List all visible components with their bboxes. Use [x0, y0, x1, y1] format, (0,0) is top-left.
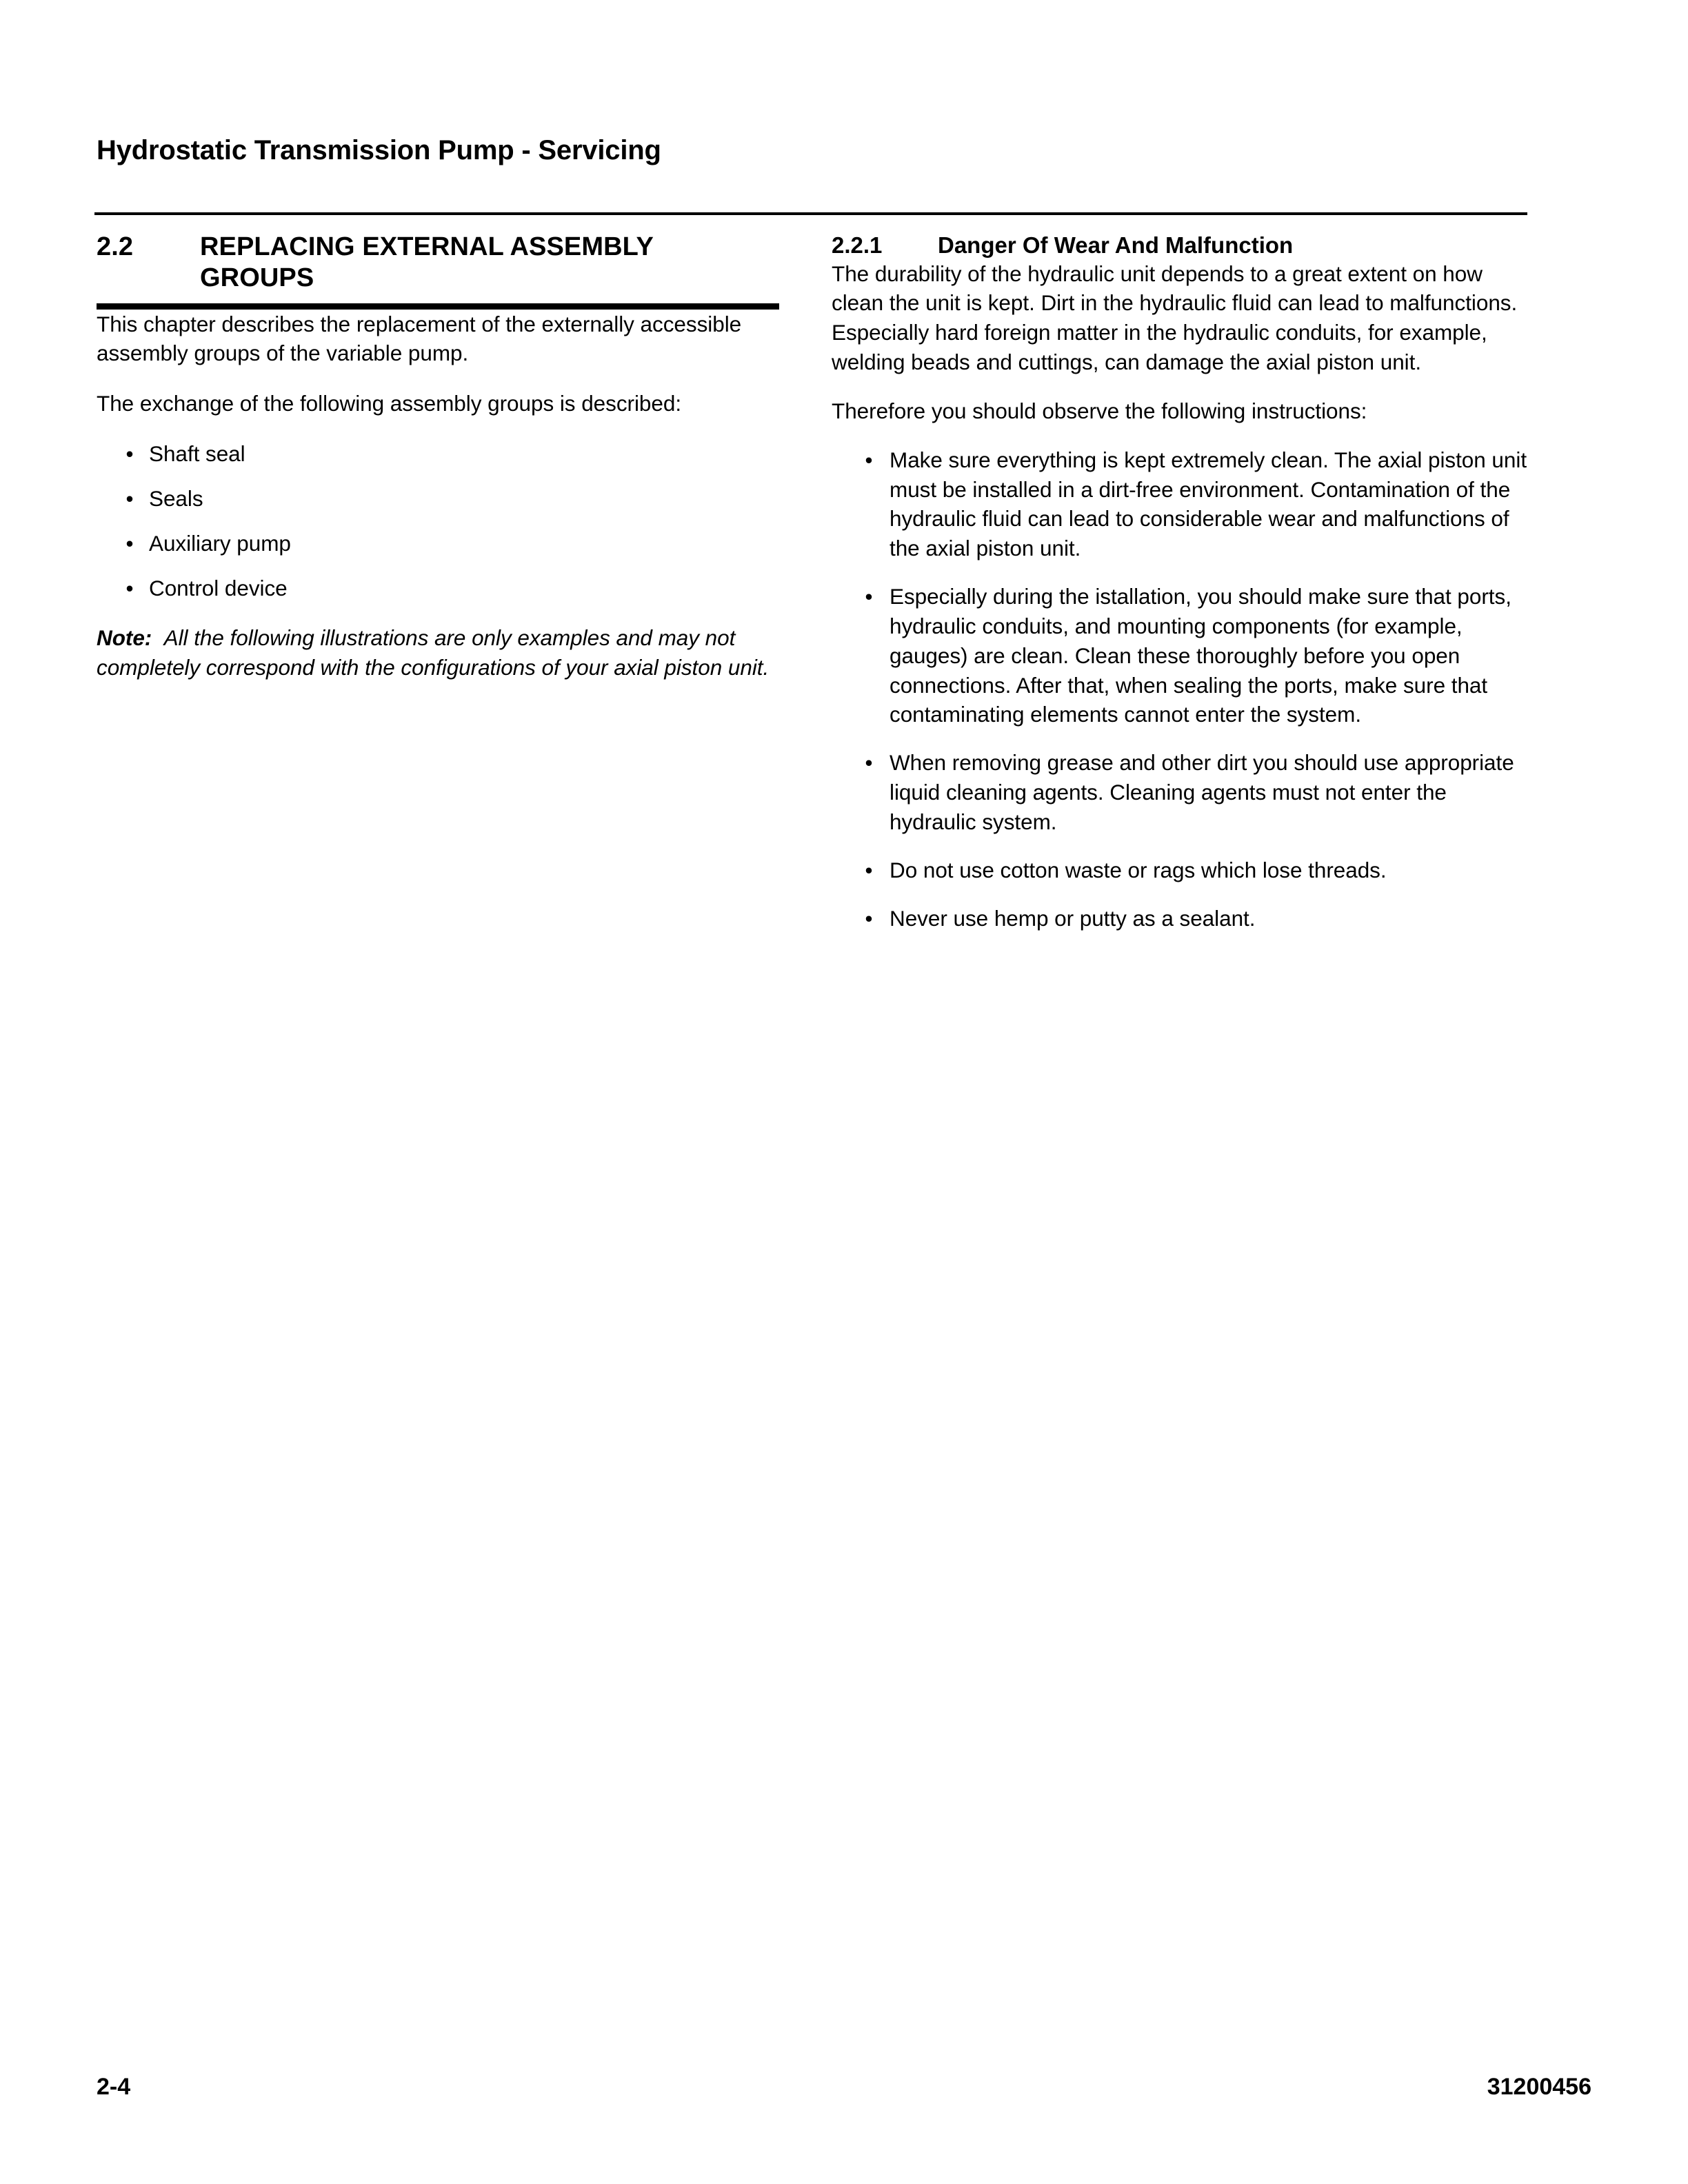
footer-document-number: 31200456 [1487, 2074, 1591, 2100]
note-paragraph [97, 623, 783, 682]
section-number: 2.2 [97, 232, 134, 261]
intro-paragraph-1: This chapter describes the replacement of the externally accessible assembly groups of the variable pump. [97, 311, 742, 366]
bullet-icon: • [125, 485, 134, 511]
section-heading-2-2 [97, 232, 783, 294]
cleanliness-instructions-list [832, 445, 1528, 933]
list-item-label: Especially during the istallation, you should make sure that ports, hydraulic conduits, and mounting components (for example, gauges) are clean. Clean these thoroughly before you open connections. After that, when sealing the ports, make sure that contaminating elements cannot enter the system. [890, 584, 1511, 727]
page-footer [97, 2074, 1591, 2101]
list-item [862, 904, 1528, 933]
list-item [123, 484, 783, 514]
list-item-label: Seals [149, 485, 203, 511]
list-item-label: Do not use cotton waste or rags which lose threads. [890, 857, 1387, 882]
list-item [862, 748, 1528, 836]
durability-paragraph: The durability of the hydraulic unit depends to a great extent on how clean the unit is kept. Dirt in the hydraulic fluid can lead to malfunctions. Especially hard foreign matter in the hydraulic conduits, for example, welding beads and cuttings, can damage the axial piston unit. [832, 261, 1518, 375]
assembly-groups-list [97, 439, 783, 603]
list-item-label: Auxiliary pump [149, 530, 291, 556]
section-underline-rule [97, 303, 779, 310]
bullet-icon: • [865, 905, 873, 931]
bullet-icon: • [865, 584, 873, 609]
list-item [123, 439, 783, 469]
list-item [862, 445, 1528, 563]
list-item-label: Shaft seal [149, 441, 245, 467]
bullet-icon: • [125, 575, 134, 600]
bullet-icon: • [125, 530, 134, 556]
list-item-label: Never use hemp or putty as a sealant. [890, 905, 1256, 931]
running-header-title: Hydrostatic Transmission Pump - Servicing [97, 135, 661, 165]
note-label: Note: [97, 625, 152, 651]
note-block [97, 623, 783, 682]
list-item [123, 574, 783, 603]
left-column [97, 232, 783, 682]
section-heading-2-2-1 [832, 232, 1528, 259]
bullet-icon: • [865, 447, 873, 472]
subsection-number: 2.2.1 [832, 232, 883, 258]
list-item [862, 582, 1528, 729]
bullet-icon: • [125, 441, 134, 467]
subsection-title: Danger Of Wear And Malfunction [938, 232, 1294, 258]
note-text: All the following illustrations are only examples and may not completely correspond with the configurations of your axial piston unit. [97, 625, 770, 680]
header-divider-rule [94, 212, 1527, 215]
footer-page-number: 2-4 [97, 2074, 131, 2100]
intro-paragraph-2: The exchange of the following assembly groups is described: [97, 391, 682, 416]
bullet-icon: • [865, 750, 873, 776]
instructions-lead-in: Therefore you should observe the following instructions: [832, 398, 1367, 423]
list-item-label: Control device [149, 575, 288, 600]
list-item-label: When removing grease and other dirt you should use appropriate liquid cleaning agents. Cleaning agents must not enter the hydraulic system. [890, 750, 1514, 834]
list-item [862, 856, 1528, 885]
bullet-icon: • [865, 857, 873, 882]
right-column [832, 232, 1528, 933]
list-item-label: Make sure everything is kept extremely clean. The axial piston unit must be installed in a dirt-free environment. Contamination of the hydraulic fluid can lead to considerable wear and malfunctions of the axial piston unit. [890, 447, 1527, 561]
list-item [123, 529, 783, 558]
section-title: REPLACING EXTERNAL ASSEMBLY GROUPS [200, 232, 654, 292]
